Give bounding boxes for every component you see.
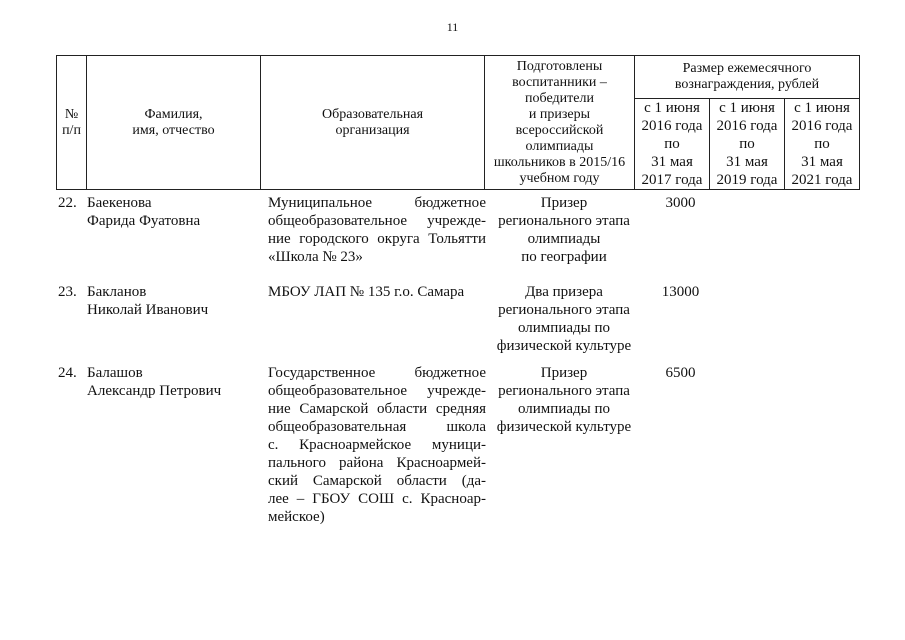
row-amount: 3000 <box>665 195 696 211</box>
prepared-line: физической культуре <box>496 419 632 435</box>
row-fio <box>87 283 257 319</box>
org-line: общеобразовательная школа <box>268 419 486 435</box>
org-line: с. Красноармейское муници- <box>268 437 486 453</box>
header-fio-line: Фамилия, <box>144 106 203 122</box>
period-line: 2016 года <box>716 118 778 134</box>
row-number: 23. <box>58 284 77 300</box>
row-amount: 6500 <box>665 365 696 381</box>
fio-line: Бакланов <box>87 284 147 300</box>
row-number: 22. <box>58 195 77 211</box>
header-award-line: Размер ежемесячного <box>682 61 812 76</box>
period-line: с 1 июня <box>794 100 850 116</box>
prepared-line: физической культуре <box>496 338 632 354</box>
org-line: ский Самарской области (да- <box>268 473 486 489</box>
period-line: по <box>664 136 680 152</box>
row-prepared <box>488 364 640 436</box>
row-organization <box>268 194 486 266</box>
header-num-line: № <box>64 106 79 122</box>
period-line: 2019 года <box>716 172 778 188</box>
period-line: 2016 года <box>791 118 853 134</box>
header-period-2021 <box>785 99 860 190</box>
org-line: ние Самарской области средняя <box>268 401 486 417</box>
prepared-line: олимпиады по <box>517 401 610 417</box>
row-number: 24. <box>58 365 77 381</box>
period-line: 31 мая <box>801 154 843 170</box>
org-line: «Школа № 23» <box>268 249 363 265</box>
org-line: Муниципальное бюджетное <box>268 195 486 211</box>
org-line: мейское) <box>268 509 325 525</box>
table-row <box>56 194 879 284</box>
header-prepared-line: воспитанники – <box>512 74 607 90</box>
header-org-line: организация <box>335 122 410 138</box>
header-org <box>261 56 485 190</box>
header-fio-line: имя, отчество <box>132 122 215 138</box>
header-prepared-line: Подготовлены <box>516 58 603 74</box>
fio-line: Александр Петрович <box>87 383 222 399</box>
org-line: Государственное бюджетное <box>268 365 486 381</box>
header-period-2017 <box>635 99 710 190</box>
header-fio <box>87 56 261 190</box>
org-line: общеобразовательное учрежде- <box>268 213 486 229</box>
row-prepared <box>488 194 640 266</box>
org-line: общеобразовательное учрежде- <box>268 383 486 399</box>
header-award-title <box>635 56 860 99</box>
prepared-line: Призер <box>540 195 588 211</box>
row-amount: 13000 <box>661 284 700 300</box>
table-header <box>56 55 860 190</box>
header-prepared-line: всероссийской <box>515 122 604 138</box>
header-prepared <box>485 56 635 190</box>
fio-line: Балашов <box>87 365 143 381</box>
fio-line: Фарида Фуатовна <box>87 213 201 229</box>
period-line: 31 мая <box>726 154 768 170</box>
fio-line: Николай Иванович <box>87 302 209 318</box>
header-num <box>57 56 87 190</box>
fio-line: Баекенова <box>87 195 152 211</box>
row-prepared <box>488 283 640 355</box>
org-line: лее – ГБОУ СОШ с. Красноар- <box>268 491 486 507</box>
period-line: с 1 июня <box>644 100 700 116</box>
org-line: пального района Красноармей- <box>268 455 486 471</box>
header-org-line: Образовательная <box>321 106 424 122</box>
period-line: по <box>814 136 830 152</box>
header-num-line: п/п <box>62 122 81 138</box>
period-line: 2016 года <box>641 118 703 134</box>
org-line: МБОУ ЛАП № 135 г.о. Самара <box>268 284 465 300</box>
prepared-line: олимпиады <box>527 231 601 247</box>
prepared-line: регионального этапа <box>498 213 630 229</box>
header-prepared-line: и призеры <box>528 106 591 122</box>
table-body <box>56 194 879 525</box>
header-prepared-line: олимпиады <box>525 138 594 154</box>
row-fio <box>87 194 257 230</box>
prepared-line: регионального этапа <box>498 383 630 399</box>
prepared-line: Два призера <box>525 284 603 300</box>
row-fio <box>87 364 257 400</box>
header-award-line: вознаграждения, рублей <box>674 77 820 92</box>
period-line: 2021 года <box>791 172 853 188</box>
period-line: 2017 года <box>641 172 703 188</box>
prepared-line: Призер <box>540 365 588 381</box>
header-prepared-line: учебном году <box>519 170 600 186</box>
row-organization <box>268 283 486 301</box>
prepared-line: регионального этапа <box>498 302 630 318</box>
period-line: 31 мая <box>651 154 693 170</box>
row-organization <box>268 364 486 526</box>
prepared-line: олимпиады по <box>517 320 610 336</box>
period-line: по <box>739 136 755 152</box>
period-line: с 1 июня <box>719 100 775 116</box>
prepared-line: по географии <box>521 249 607 265</box>
header-prepared-line: школьников в 2015/16 <box>493 154 626 170</box>
page-number: 11 <box>446 20 459 34</box>
header-prepared-line: победители <box>525 90 594 106</box>
org-line: ние городского округа Тольятти <box>268 231 486 247</box>
header-period-2019 <box>710 99 785 190</box>
